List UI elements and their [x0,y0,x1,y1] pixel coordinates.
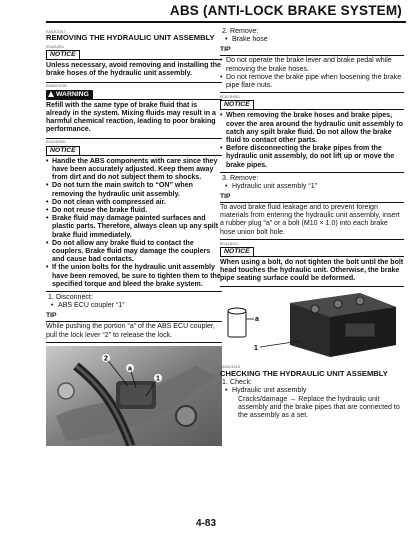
step-item: • Brake hose [225,36,268,44]
ref-code: EWA3C1030 [46,84,67,89]
notice-text: Unless necessary, avoid removing and installing the brake hoses of the hydraulic unit assembly. [46,62,221,78]
step-remove-hose: 2. Remove: [222,28,259,35]
hydraulic-unit-drawing [220,289,404,361]
divider [220,286,404,287]
step-item: • ABS ECU coupler “1” [51,302,125,310]
notice-header [46,146,222,156]
notice-badge: NOTICE [220,100,254,110]
notice-text: When using a bolt, do not tighten the bolt until the bolt head touches the hydraulic unit. Otherwise, the brake pipe seating surface could be deformed. [220,259,404,283]
notice-list [220,112,404,169]
check-text: Cracks/damage → Replace the hydraulic unit assembly and the brake pipes that are connected to the assembly as a set. [238,395,400,420]
figure-hydraulic-unit [220,289,404,361]
page-number: 4-83 [196,518,217,529]
section-title: ABS (ANTI-LOCK BRAKE SYSTEM) [169,3,402,18]
tip-text: To avoid brake fluid leakage and to prevent foreign materials from entering the hydraulic unit assembly, insert a rubber plug “a” or a bolt (M10 × 1.0) into each brake hose union bolt hole. [220,204,400,236]
list-item: • Do not turn the main switch to “ON” when removing the hydraulic unit assembly. [46,182,193,198]
tip-text: While pushing the portion “a” of the ABS ECU coupler, pull the lock lever “2” to release the lock. [46,323,215,339]
tip-label: TIP [220,46,231,54]
left-column [46,28,222,446]
warning-text: Refill with the same type of brake fluid that is already in the system. Mixing fluids may result in a harmful chemical reaction, leading to poor braking performance. [46,101,216,134]
step-remove-unit: 3. Remove: [222,174,259,182]
step-item: • Hydraulic unit assembly [225,387,307,395]
list-item: • If the union bolts for the hydraulic unit assembly have been removed, be sure to tighten them to the specified torque and bleed the brake system. [46,264,221,288]
list-item: • When removing the brake hoses and brake pipes, cover the area around the hydraulic unit assembly to catch any spilt brake fluid. Do not allow the brake fluid to contact other parts. [220,112,404,145]
page-header [0,0,416,24]
list-item: • Before disconnecting the brake pipes from the hydraulic unit assembly, do not lift up or move the brake pipes. [220,145,395,169]
notice-badge: NOTICE [46,146,80,156]
ref-code: ECA2U001 [46,44,64,49]
list-item: • Do not operate the brake lever and brake pedal while removing the brake hoses. [220,57,392,73]
divider [46,138,222,139]
label-a: a [128,365,132,372]
step-check: 1. Check: [222,379,252,387]
label-1: 1 [254,345,258,353]
warning-header [46,90,222,100]
step-item: • Hydraulic unit assembly “1” [225,182,317,190]
notice-header [220,247,404,257]
divider [46,342,222,343]
ref-code: ECA13H1C [220,241,239,246]
divider [220,239,404,240]
notice-header [46,50,222,60]
tip-header [46,312,222,321]
list-item: • Do not clean with compressed air. [46,198,166,206]
notice-badge: NOTICE [46,50,80,60]
right-column [220,28,404,420]
tip-header [220,46,404,55]
label-2: 2 [104,355,108,362]
tip-header [220,193,404,202]
step-disconnect: 1. Disconnect: [48,293,93,301]
notice-badge: NOTICE [220,247,254,257]
section-heading: CHECKING THE HYDRAULIC UNIT ASSEMBLY [220,368,388,378]
divider [220,172,404,173]
warning-icon [48,91,54,97]
section-heading: REMOVING THE HYDRAULIC UNIT ASSEMBLY [46,33,215,43]
list-item: • Do not reuse the brake fluid. [46,207,148,215]
list-item: • Handle the ABS components with care since they have been accurately adjusted. Keep them away from dirt and do not subject them to shocks. [46,157,218,182]
figure-coupler [46,346,222,446]
divider [220,92,404,93]
tip-label: TIP [46,312,57,320]
ref-code: ECA13H001 [220,95,240,100]
list-item: • Do not remove the brake pipe when loosening the brake pipe flare nuts. [220,73,402,90]
notice-list [46,158,222,289]
header-rule [46,21,406,23]
list-item: • Do not allow any brake fluid to contact the couplers. Brake fluid may damage the couplers and cause bad contacts. [46,239,211,264]
label-1: 1 [156,375,160,382]
notice-header [220,100,404,110]
list-item: • Brake fluid may damage painted surfaces and plastic parts. Therefore, always clean up any spilt brake fluid immediately. [46,215,219,239]
divider [46,82,222,83]
label-a: a [255,316,259,324]
divider [46,291,222,292]
tip-list [220,57,404,90]
coupler-photo [46,346,222,446]
ref-code: ECA13H001 [46,140,66,145]
tip-label: TIP [220,193,231,201]
ref-code: EAS3C1018 [220,365,240,370]
warning-badge: WARNING [46,90,93,99]
ref-code: EAS3C1017 [46,30,66,34]
